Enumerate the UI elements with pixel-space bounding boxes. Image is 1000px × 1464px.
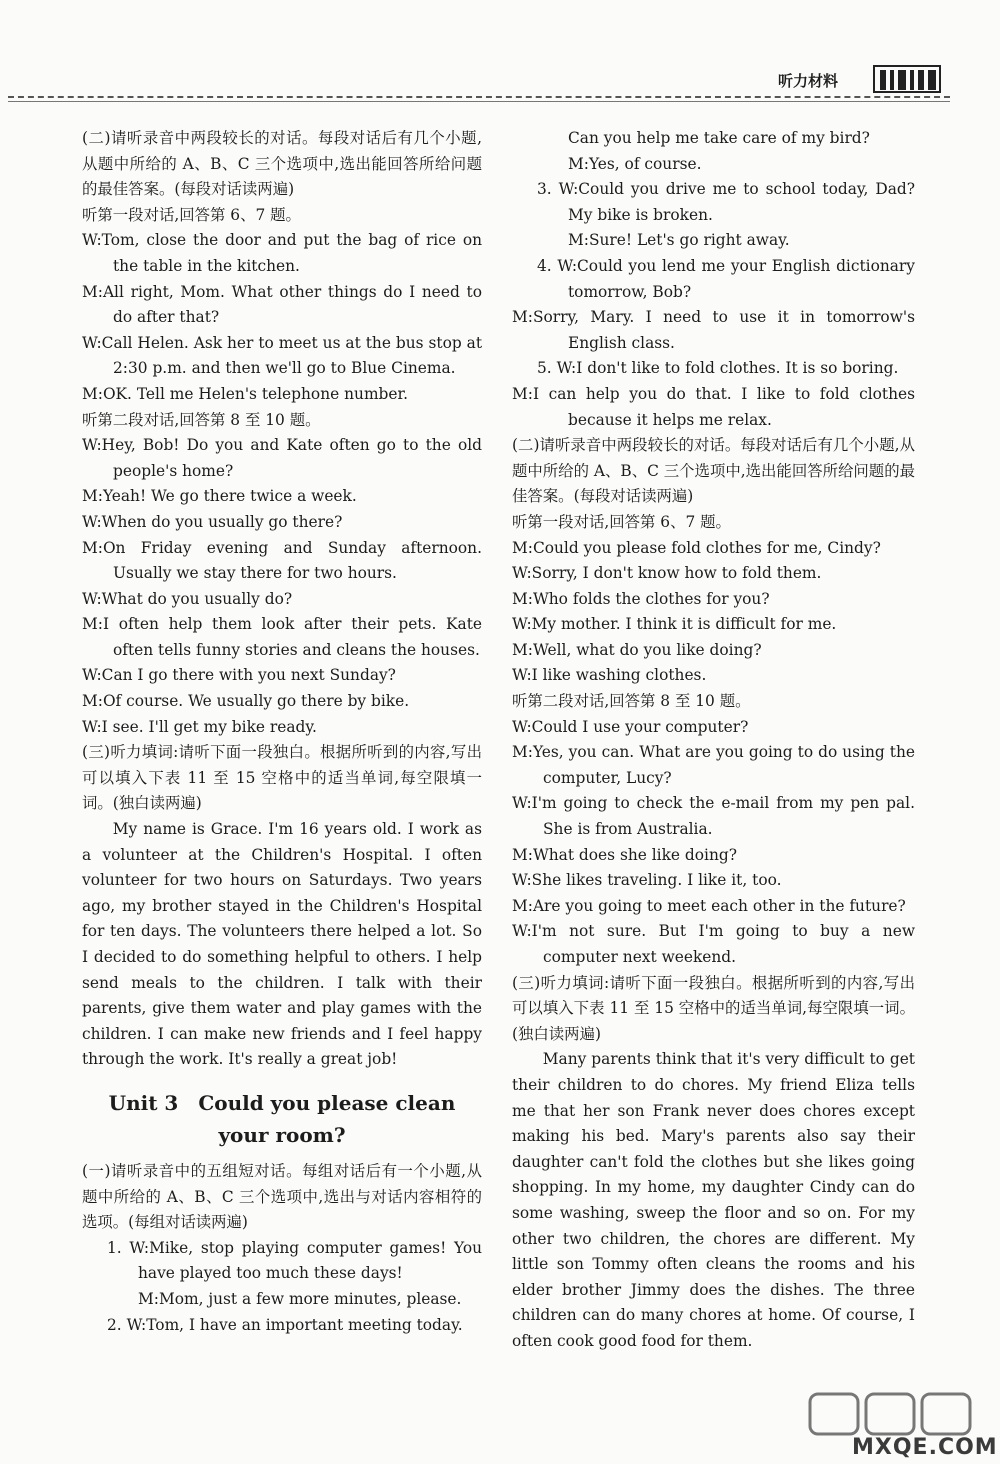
text-line: (三)听力填词:请听下面一段独白。根据所听到的内容,写出可以填入下表 11 至 15 空格中的适当单词,每空限填一词。(独白读两遍) <box>512 973 915 1043</box>
text-line: W:Could I use your computer? <box>512 717 749 736</box>
text-line: My name is Grace. I'm 16 years old. I work as a volunteer at the Children's Hospital. I often volunteer for two hours on Saturdays. Two years ago, my brother stayed in the Children's Hospital for ten days. The volunteers there helped a lot. So I decided to do something helpful to others. I help send meals to the children. I talk with their parents, give them water and play games with the children. I can make new friends and I feel happy through the work. It's really a great job! <box>82 820 482 1069</box>
unit-title-line-1: Unit 3 Could you please clean <box>108 1090 456 1115</box>
text-line: M:Yeah! We go there twice a week. <box>82 487 357 506</box>
unit-title <box>82 1087 482 1151</box>
text-line: (二)请听录音中两段较长的对话。每段对话后有几个小题,从题中所给的 A、B、C 三个选项中,选出能回答所给问题的最佳答案。(每段对话读两遍) <box>82 129 482 199</box>
text-line: Can you help me take care of my bird? <box>568 129 870 147</box>
text-line: M:Are you going to meet each other in the future? <box>512 896 906 915</box>
text-line: W:I see. I'll get my bike ready. <box>82 717 317 736</box>
watermark-text: MXQE.COM <box>852 1435 998 1460</box>
text-line: M:Sorry, Mary. I need to use it in tomorrow's English class. <box>512 308 915 352</box>
text-line: M:Could you please fold clothes for me, Cindy? <box>512 538 881 557</box>
header-rule <box>8 101 950 102</box>
left-column <box>82 126 482 1338</box>
left-column-text <box>82 126 482 1073</box>
text-line: W:She likes traveling. I like it, too. <box>512 871 782 890</box>
text-line: W:I like washing clothes. <box>512 666 707 685</box>
text-line: W:Can I go there with you next Sunday? <box>82 666 396 685</box>
text-line: M:Who folds the clothes for you? <box>512 589 770 608</box>
text-line: M:What does she like doing? <box>512 845 737 864</box>
text-line: 听第二段对话,回答第 8 至 10 题。 <box>512 692 751 711</box>
text-line: W:What do you usually do? <box>82 589 293 608</box>
left-column-text-after <box>82 1159 482 1338</box>
unit-title-line-2: your room? <box>218 1122 346 1147</box>
text-line: M:Yes, of course. <box>568 154 702 173</box>
text-line: M:Of course. We usually go there by bike. <box>82 692 410 711</box>
right-column-text <box>512 126 915 1355</box>
page-header <box>0 0 1000 110</box>
header-dashed-rule <box>8 96 950 98</box>
text-line: (二)请听录音中两段较长的对话。每段对话后有几个小题,从题中所给的 A、B、C 三个选项中,选出能回答所给问题的最佳答案。(每段对话读两遍) <box>512 436 915 506</box>
text-line: M:OK. Tell me Helen's telephone number. <box>82 384 409 403</box>
text-line: (一)请听录音中的五组短对话。每组对话后有一个小题,从题中所给的 A、B、C 三个选项中,选出与对话内容相符的选项。(每组对话读两遍) <box>82 1161 482 1232</box>
text-line: 1. W:Mike, stop playing computer games! You have played too much these days! <box>107 1238 482 1283</box>
text-line: 2. W:Tom, I have an important meeting today. <box>107 1315 463 1334</box>
text-line: M:Mom, just a few more minutes, please. <box>138 1289 462 1308</box>
book-logo-icon <box>872 60 942 96</box>
text-line: M:I often help them look after their pets. Kate often tells funny stories and cleans the houses. <box>82 615 482 659</box>
text-line: M:On Friday evening and Sunday afternoon. Usually we stay there for two hours. <box>82 538 482 583</box>
text-line: M:Sure! Let's go right away. <box>568 231 790 250</box>
text-line: W:I'm going to check the e-mail from my pen pal. She is from Australia. <box>512 794 915 839</box>
text-line: 3. W:Could you drive me to school today, Dad? My bike is broken. <box>537 180 915 224</box>
text-line: W:Tom, close the door and put the bag of rice on the table in the kitchen. <box>82 231 482 275</box>
text-line: Many parents think that it's very difficult to get their children to do chores. My friend Eliza tells me that her son Frank never does chores except making his bed. Mary's parents also say their daughter can't fold the clothes but she likes going shopping. In my home, my daughter Cindy can do some washing, sweep the floor and so on. For my other two children, the chores are different. My little son Tommy often cleans the rooms and his elder brother Jimmy does the dishes. The three children can do many chores at home. Of course, I often cook good food for them. <box>512 1050 915 1350</box>
text-line: M:All right, Mom. What other things do I need to do after that? <box>82 282 482 327</box>
right-column <box>512 126 915 1355</box>
text-line: M:Well, what do you like doing? <box>512 640 762 659</box>
text-line: W:My mother. I think it is difficult for me. <box>512 615 837 634</box>
text-line: (三)听力填词:请听下面一段独白。根据所听到的内容,写出可以填入下表 11 至 15 空格中的适当单词,每空限填一词。(独白读两遍) <box>82 743 482 813</box>
text-line: 5. W:I don't like to fold clothes. It is so boring. <box>537 359 899 378</box>
text-line: W:Hey, Bob! Do you and Kate often go to the old people's home? <box>82 436 482 480</box>
text-line: M:I can help you do that. I like to fold clothes because it helps me relax. <box>512 384 915 429</box>
text-line: W:Sorry, I don't know how to fold them. <box>512 564 822 583</box>
text-line: 4. W:Could you lend me your English dictionary tomorrow, Bob? <box>537 256 915 301</box>
text-line: W:I'm not sure. But I'm going to buy a new computer next weekend. <box>512 922 915 966</box>
text-line: 听第一段对话,回答第 6、7 题。 <box>82 205 301 224</box>
text-line: 听第一段对话,回答第 6、7 题。 <box>512 512 731 531</box>
text-line: M:Yes, you can. What are you going to do using the computer, Lucy? <box>512 743 915 787</box>
text-line: W:Call Helen. Ask her to meet us at the bus stop at 2:30 p.m. and then we'll go to Blue Cinema. <box>82 333 482 378</box>
text-line: W:When do you usually go there? <box>82 512 343 531</box>
section-title: 听力材料 <box>778 72 839 90</box>
text-line: 听第二段对话,回答第 8 至 10 题。 <box>82 410 321 429</box>
